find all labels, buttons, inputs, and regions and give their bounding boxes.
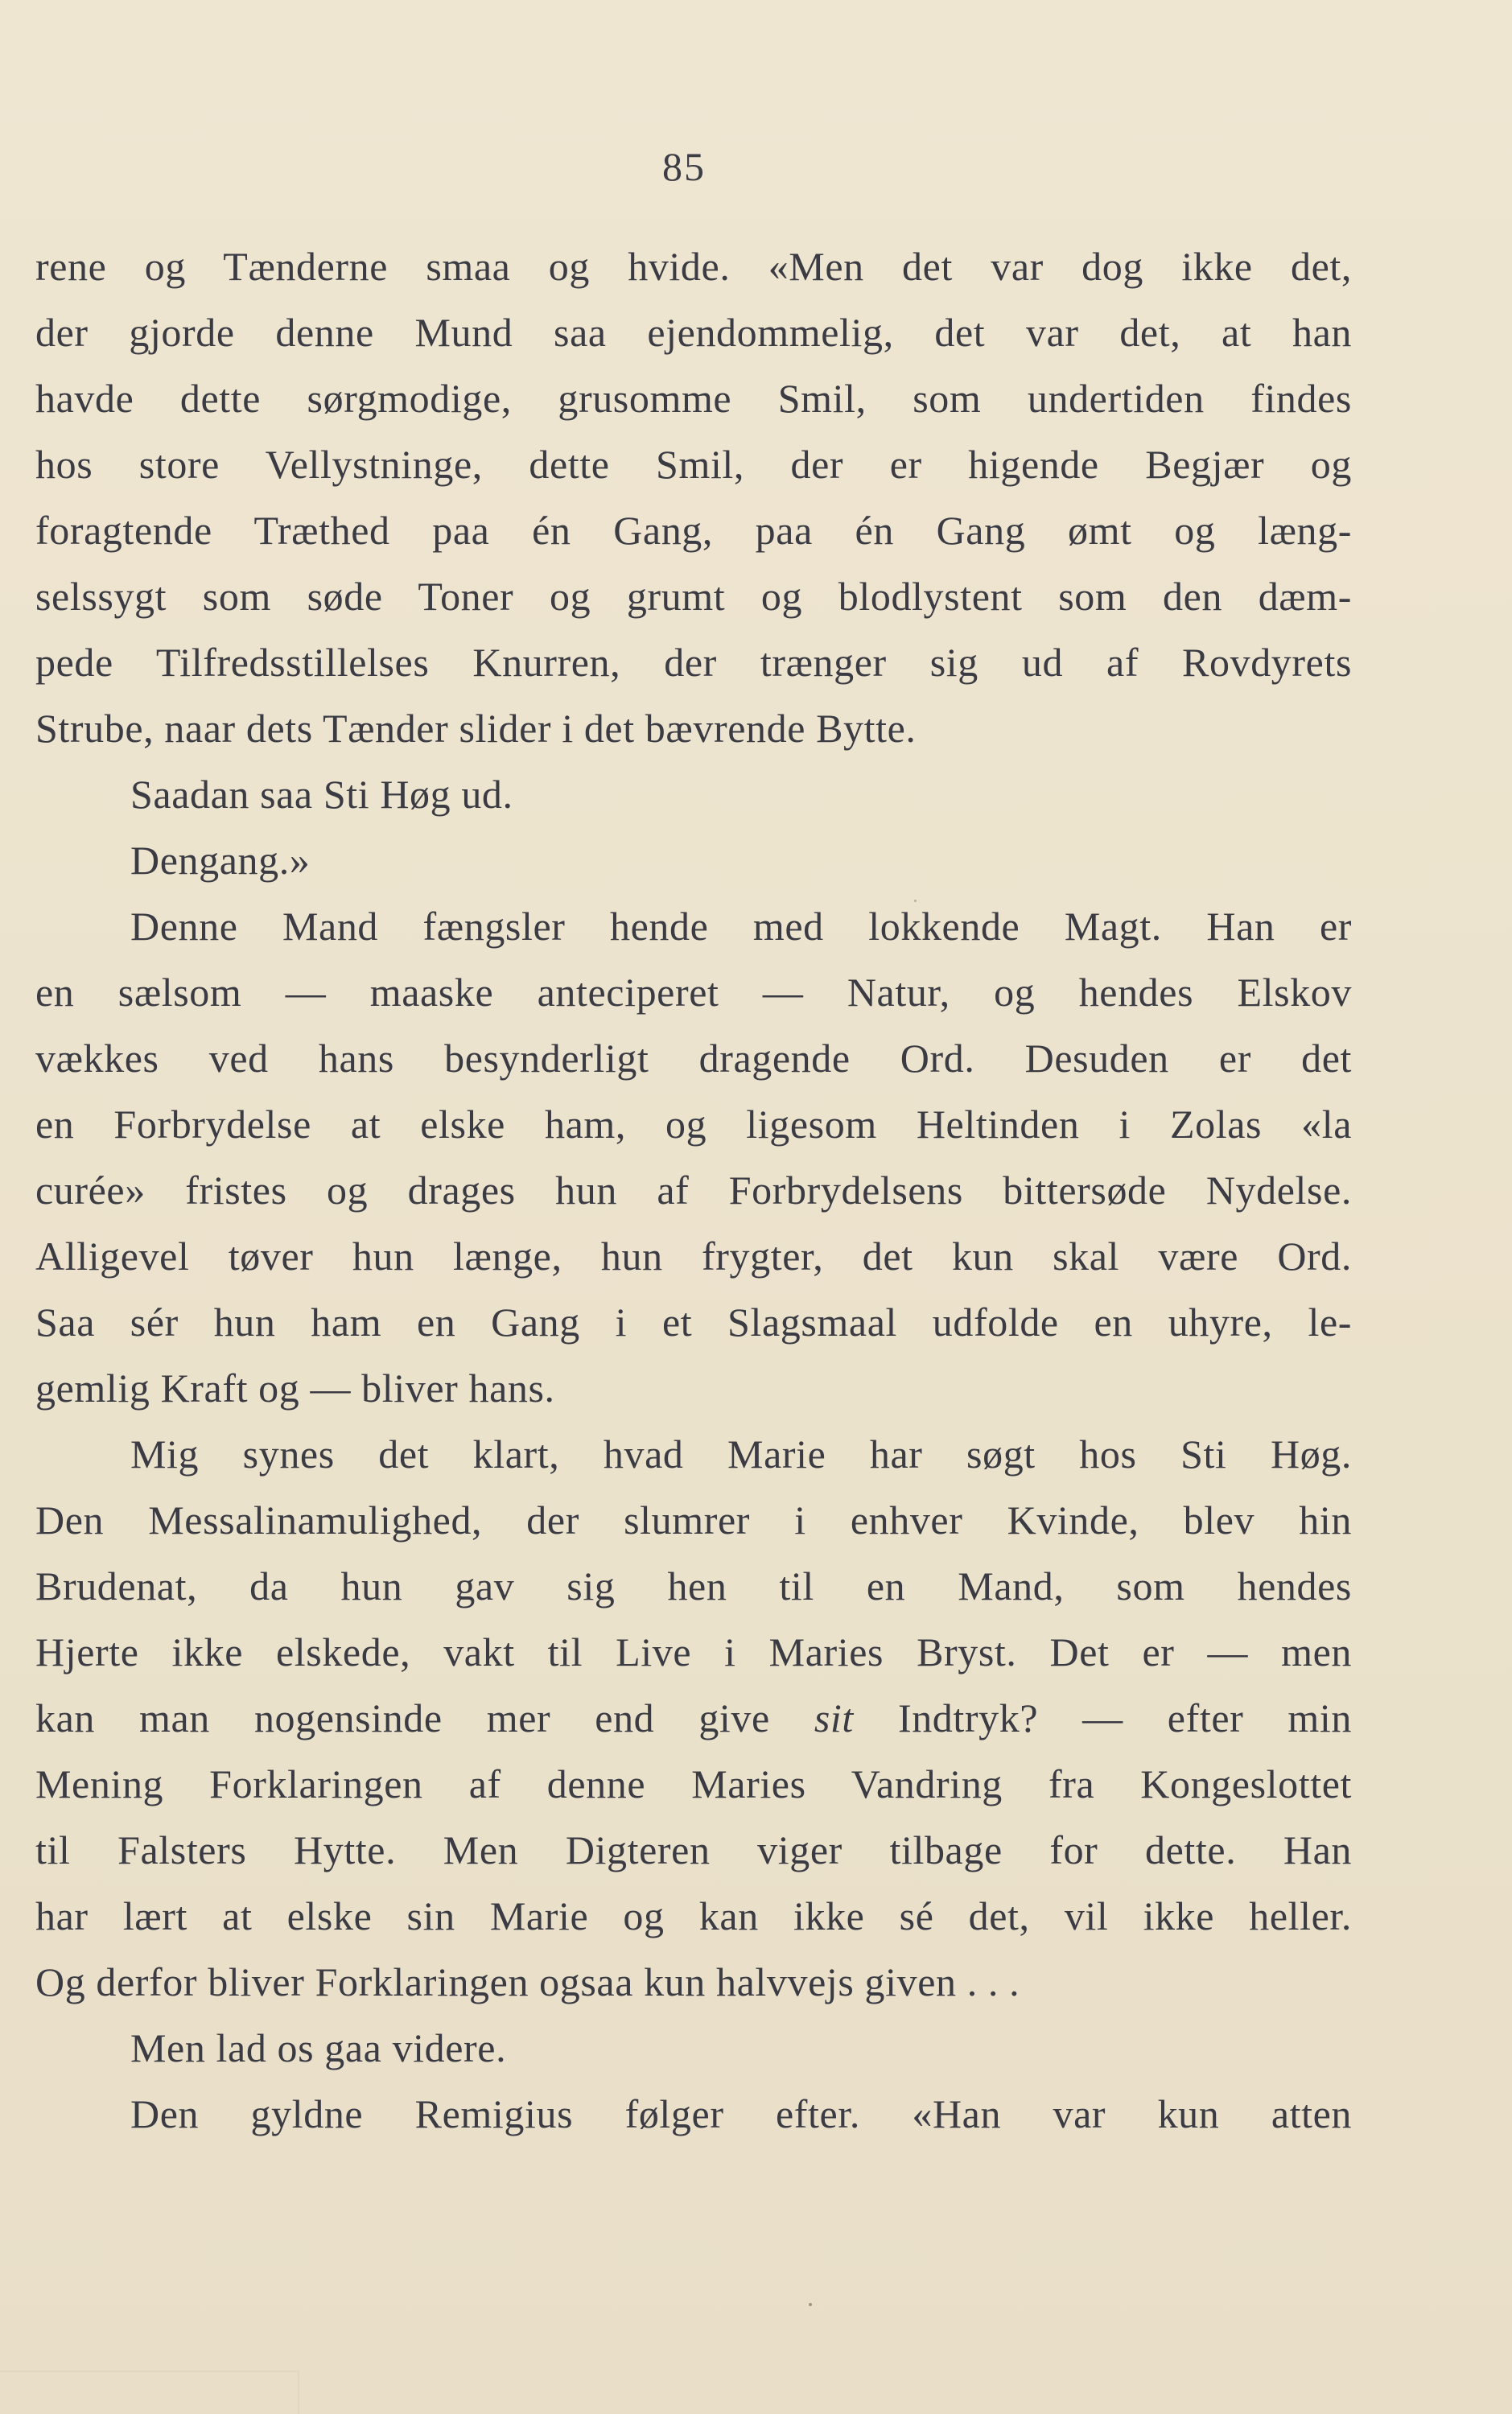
text-line: Alligevel tøver hun længe, hun frygter, det kun skal være Ord.: [35, 1234, 1352, 1279]
text-line: en Forbrydelse at elske ham, og ligesom Heltinden i Zolas «la: [35, 1102, 1352, 1147]
text-line: Saa sér hun ham en Gang i et Slagsmaal udfolde en uhyre, le-: [35, 1300, 1352, 1345]
text-line: Hjerte ikke elskede, vakt til Live i Maries Bryst. Det er — men: [35, 1629, 1352, 1675]
text-line: [35, 1685, 1352, 1751]
text-line: curée» fristes og drages hun af Forbrydelsens bittersøde Nydelse.: [35, 1168, 1352, 1213]
scan-edge: [0, 2371, 299, 2372]
text-line: havde dette sørgmodige, grusomme Smil, som undertiden findes: [35, 376, 1352, 421]
page-number: 85: [662, 144, 706, 189]
text-line: Men lad os gaa videre.: [130, 2025, 507, 2070]
scan-edge: [298, 2371, 299, 2414]
text-line: Saadan saa Sti Høg ud.: [130, 772, 513, 817]
text-line: selssygt som søde Toner og grumt og blodlystent som den dæm-: [35, 574, 1352, 619]
text-line: Denne Mand fængsler hende med lokkende Magt. Han er: [130, 904, 1352, 949]
text-line: Den Messalinamulighed, der slumrer i enhver Kvinde, blev hin: [35, 1497, 1352, 1543]
text-line: vækkes ved hans besynderligt dragende Ord. Desuden er det: [35, 1036, 1352, 1081]
text-line: der gjorde denne Mund saa ejendommelig, det var det, at han: [35, 310, 1352, 355]
text-line: rene og Tænderne smaa og hvide. «Men det var dog ikke det,: [35, 244, 1352, 289]
text-line: Mig synes det klart, hvad Marie har søgt hos Sti Høg.: [130, 1432, 1352, 1477]
text-line: Og derfor bliver Forklaringen ogsaa kun halvvejs given . . .: [35, 1959, 1020, 2004]
text-line: foragtende Træthed paa én Gang, paa én Gang ømt og læng-: [35, 508, 1352, 553]
text-line: Mening Forklaringen af denne Maries Vandring fra Kongeslottet: [35, 1761, 1352, 1806]
text-line: gemlig Kraft og — bliver hans.: [35, 1366, 555, 1411]
text-line: Brudenat, da hun gav sig hen til en Mand, som hendes: [35, 1563, 1352, 1609]
text-segment: kan man nogensinde mer end give: [35, 1695, 770, 1740]
text-line: til Falsters Hytte. Men Digteren viger tilbage for dette. Han: [35, 1827, 1352, 1872]
paper-speck: [809, 2303, 812, 2306]
text-line: Den gyldne Remigius følger efter. «Han var kun atten: [130, 2091, 1352, 2136]
italic-word: sit: [814, 1695, 854, 1740]
paper-speck: [914, 900, 917, 902]
text-line: en sælsom — maaske anteciperet — Natur, og hendes Elskov: [35, 970, 1352, 1015]
text-line: har lært at elske sin Marie og kan ikke sé det, vil ikke heller.: [35, 1893, 1352, 1938]
body-text: [35, 233, 1352, 2147]
text-line: hos store Vellystninge, dette Smil, der er higende Begjær og: [35, 442, 1352, 487]
text-line: pede Tilfredsstillelses Knurren, der trænger sig ud af Rovdyrets: [35, 640, 1352, 685]
text-line: Dengang.»: [130, 838, 311, 883]
text-line: Strube, naar dets Tænder slider i det bævrende Bytte.: [35, 706, 917, 751]
text-segment: Indtryk? — efter min: [897, 1695, 1353, 1740]
